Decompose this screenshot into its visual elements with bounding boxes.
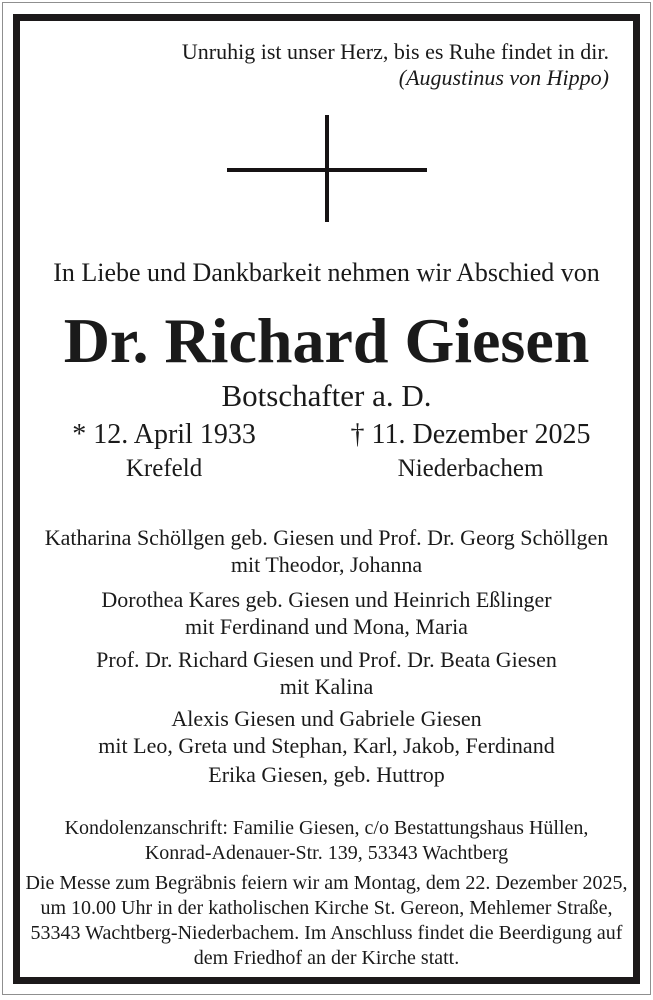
mourner-names: Alexis Giesen und Gabriele Giesen (171, 706, 482, 731)
birth-date-line (20, 419, 308, 451)
mourner-entry (20, 586, 633, 640)
condolence-line: Kondolenzanschrift: Familie Giesen, c/o Bestattungshaus Hüllen, (64, 817, 589, 839)
farewell-line: In Liebe und Dankbarkeit nehmen wir Abschied von (53, 258, 600, 287)
mourner-children: mit Kalina (279, 674, 374, 699)
birth-star-symbol: * (72, 419, 87, 450)
funeral-service-info (20, 871, 633, 971)
mourners-list (20, 524, 633, 788)
black-border-frame (13, 14, 640, 984)
notice-content (20, 21, 633, 977)
service-line: dem Friedhof an der Kirche statt. (193, 947, 460, 969)
death-column (308, 419, 633, 484)
mourner-children: mit Ferdinand und Mona, Maria (185, 614, 468, 639)
mourner-names: Prof. Dr. Richard Giesen und Prof. Dr. Beata Giesen (96, 647, 557, 672)
mourner-entry (20, 761, 633, 788)
deceased-title: Botschafter a. D. (221, 378, 432, 413)
service-line: Die Messe zum Begräbnis feiern wir am Montag, dem 22. Dezember 2025, (25, 872, 628, 894)
death-dagger-symbol: † (350, 419, 365, 450)
mourner-entry (20, 524, 633, 578)
mourner-entry (20, 646, 633, 700)
service-line: 53343 Wachtberg-Niederbachem. Im Anschluss findet die Beerdigung auf (30, 922, 623, 944)
birth-place: Krefeld (125, 455, 203, 482)
dates-row (20, 419, 633, 484)
condolence-line: Konrad-Adenauer-Str. 139, 53343 Wachtberg (144, 842, 509, 864)
birth-date: 12. April 1933 (93, 419, 256, 450)
cross-horizontal-bar (227, 168, 427, 172)
latin-cross-icon (227, 115, 427, 222)
death-place: Niederbachem (397, 455, 544, 482)
mourner-names: Dorothea Kares geb. Giesen und Heinrich Eßlinger (101, 587, 552, 612)
death-date: 11. Dezember 2025 (371, 419, 591, 450)
quote-attribution: (Augustinus von Hippo) (398, 65, 609, 90)
quote-text: Unruhig ist unser Herz, bis es Ruhe findet in dir. (181, 39, 609, 64)
service-line: um 10.00 Uhr in der katholischen Kirche St. Gereon, Mehlemer Straße, (40, 897, 613, 919)
mourner-children: mit Leo, Greta und Stephan, Karl, Jakob, Ferdinand (98, 733, 555, 758)
mourner-names: Erika Giesen, geb. Huttrop (208, 762, 445, 787)
opening-quote (20, 39, 609, 91)
mourner-children: mit Theodor, Johanna (230, 552, 423, 577)
mourner-names: Katharina Schöllgen geb. Giesen und Prof. Dr. Georg Schöllgen (44, 525, 609, 550)
condolence-address (20, 816, 633, 866)
death-date-line (308, 419, 633, 451)
birth-column (20, 419, 308, 484)
mourner-entry (20, 705, 633, 759)
deceased-name: Dr. Richard Giesen (63, 305, 590, 376)
